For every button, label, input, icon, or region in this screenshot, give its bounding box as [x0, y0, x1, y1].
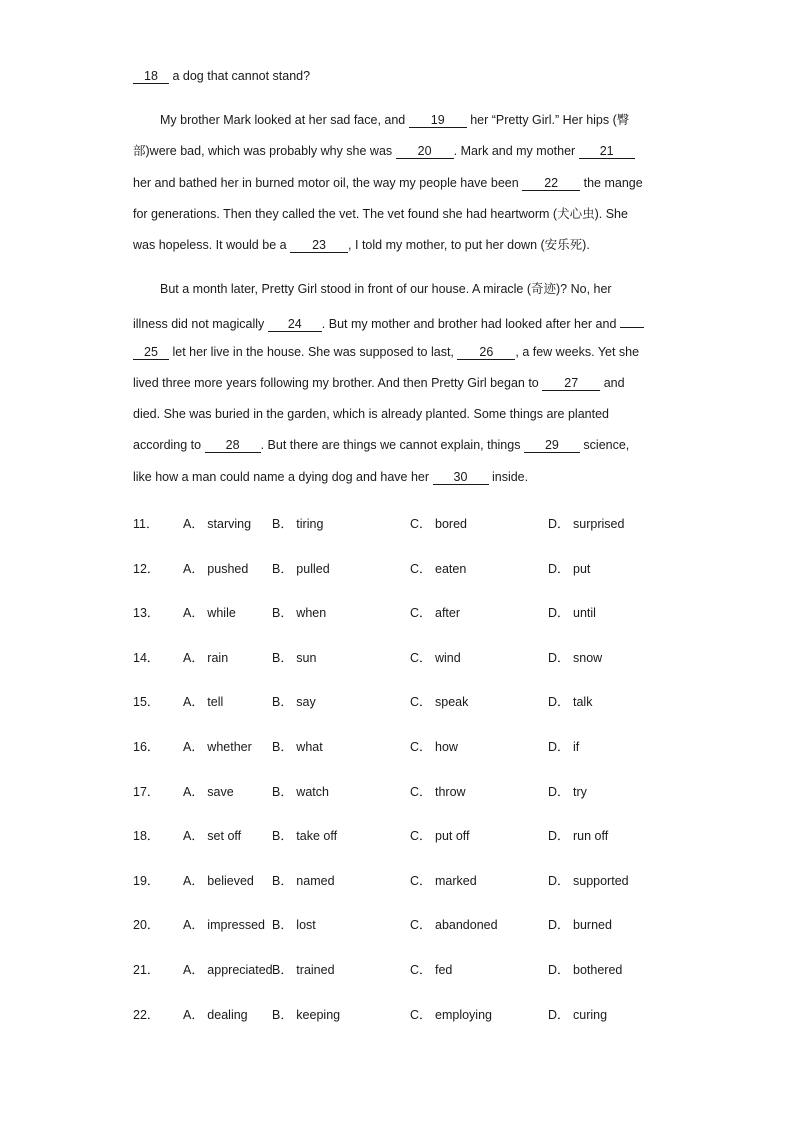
blank-22: 22 [522, 176, 580, 191]
option-d: D． until [548, 606, 596, 620]
option-b: B． named [272, 874, 335, 888]
option-d: D． run off [548, 829, 609, 843]
option-d: D． bothered [548, 963, 623, 977]
option-a: A． tell [183, 695, 224, 709]
option-c: C． speak [410, 695, 469, 709]
option-c: C． bored [410, 517, 467, 531]
option-a: A． starving [183, 517, 252, 531]
option-d: D． try [548, 785, 587, 799]
question-number: 18． [133, 829, 160, 843]
question-row [133, 603, 693, 621]
option-b: B． sun [272, 651, 317, 665]
passage-line [133, 313, 673, 332]
passage-text: But a month later, Pretty Girl stood in front of our house. A miracle (奇迹)? No, her [160, 282, 612, 296]
option-b: B． watch [272, 785, 329, 799]
option-b: B． keeping [272, 1008, 341, 1022]
option-c: C． throw [410, 785, 466, 799]
passage-text: inside. [488, 470, 529, 484]
blank-27: 27 [542, 376, 600, 391]
passage-line [133, 175, 673, 191]
passage-text: died. She was buried in the garden, which is already planted. Some things are planted [133, 407, 609, 421]
option-d: D． curing [548, 1008, 608, 1022]
question-row [133, 871, 693, 889]
option-c: C． wind [410, 651, 461, 665]
passage-text: a dog that cannot stand? [169, 69, 311, 83]
question-number: 15． [133, 695, 160, 709]
option-b: B． take off [272, 829, 338, 843]
question-number: 22． [133, 1008, 160, 1022]
option-b: B． lost [272, 918, 316, 932]
blank-20: 20 [396, 144, 454, 159]
question-row [133, 915, 693, 933]
question-row [133, 737, 693, 755]
question-number: 14． [133, 651, 160, 665]
passage-line [133, 112, 673, 128]
passage-line [133, 206, 673, 222]
option-d: D． snow [548, 651, 603, 665]
question-row [133, 782, 693, 800]
passage-text: . But my mother and brother had looked after her and [321, 317, 620, 331]
option-d: D． put [548, 562, 591, 576]
question-number: 17． [133, 785, 160, 799]
passage-text: lived three more years following my brother. And then Pretty Girl began to [133, 376, 543, 390]
option-d: D． surprised [548, 517, 625, 531]
option-c: C． marked [410, 874, 477, 888]
question-row [133, 692, 693, 710]
option-a: A． believed [183, 874, 254, 888]
option-a: A． impressed [183, 918, 265, 932]
question-row [133, 559, 693, 577]
option-b: B． what [272, 740, 323, 754]
blank-30: 30 [433, 470, 489, 485]
blank-25: 25 [133, 345, 169, 360]
question-row [133, 1005, 693, 1023]
blank-26: 26 [457, 345, 515, 360]
blank-28: 28 [205, 438, 261, 453]
question-number: 11． [133, 517, 159, 531]
option-b: B． say [272, 695, 316, 709]
blank-29: 29 [524, 438, 580, 453]
question-row [133, 648, 693, 666]
passage-line [133, 375, 673, 391]
passage-text: 部)were bad, which was probably why she was [133, 144, 396, 158]
passage-text: like how a man could name a dying dog and have her [133, 470, 433, 484]
option-a: A． set off [183, 829, 242, 843]
passage-text: , I told my mother, to put her down (安乐死). [348, 238, 590, 252]
passage-text: let her live in the house. She was supposed to last, [169, 345, 458, 359]
option-a: A． rain [183, 651, 229, 665]
passage-line [133, 437, 673, 453]
passage-text: was hopeless. It would be a [133, 238, 291, 252]
question-row [133, 514, 693, 532]
passage-text: according to [133, 438, 205, 452]
question-row [133, 826, 693, 844]
option-a: A． while [183, 606, 236, 620]
blank-25-start [620, 313, 644, 328]
option-d: D． supported [548, 874, 629, 888]
passage-line [133, 406, 673, 422]
option-d: D． talk [548, 695, 593, 709]
option-a: A． dealing [183, 1008, 248, 1022]
option-c: C． abandoned [410, 918, 498, 932]
passage-text: the mange [580, 176, 643, 190]
question-number: 21． [133, 963, 160, 977]
passage-text: , a few weeks. Yet she [515, 345, 640, 359]
option-b: B． when [272, 606, 327, 620]
question-row [133, 960, 693, 978]
blank-23: 23 [290, 238, 348, 253]
passage-text: . But there are things we cannot explain, things [260, 438, 524, 452]
question-number: 12． [133, 562, 160, 576]
option-c: C． eaten [410, 562, 467, 576]
option-b: B． pulled [272, 562, 330, 576]
passage-text: her and bathed her in burned motor oil, the way my people have been [133, 176, 523, 190]
option-a: A． appreciated [183, 963, 273, 977]
question-number: 19． [133, 874, 160, 888]
blank-18: 18 [133, 69, 169, 84]
question-number: 13． [133, 606, 160, 620]
passage-line [133, 344, 673, 360]
option-a: A． whether [183, 740, 252, 754]
blank-19: 19 [409, 113, 467, 128]
passage-text: for generations. Then they called the vet. The vet found she had heartworm (犬心虫). She [133, 207, 628, 221]
passage-text: . Mark and my mother [453, 144, 579, 158]
option-c: C． fed [410, 963, 453, 977]
option-c: C． how [410, 740, 458, 754]
passage-line-18 [133, 68, 673, 84]
passage-line [133, 237, 673, 253]
passage-text: illness did not magically [133, 317, 268, 331]
option-d: D． burned [548, 918, 612, 932]
passage-text: My brother Mark looked at her sad face, and [160, 113, 409, 127]
passage-line [133, 281, 673, 297]
option-a: A． save [183, 785, 234, 799]
option-a: A． pushed [183, 562, 249, 576]
blank-24: 24 [268, 317, 322, 332]
question-number: 20． [133, 918, 160, 932]
option-c: C． put off [410, 829, 470, 843]
passage-text: her “Pretty Girl.” Her hips (臀 [466, 113, 630, 127]
passage-text: science, [579, 438, 630, 452]
passage-line [133, 143, 673, 159]
passage-text: and [600, 376, 625, 390]
question-number: 16． [133, 740, 160, 754]
option-d: D． if [548, 740, 580, 754]
option-b: B． tiring [272, 517, 324, 531]
blank-21: 21 [579, 144, 635, 159]
passage-line [133, 469, 673, 485]
option-b: B． trained [272, 963, 335, 977]
option-c: C． employing [410, 1008, 492, 1022]
option-c: C． after [410, 606, 461, 620]
